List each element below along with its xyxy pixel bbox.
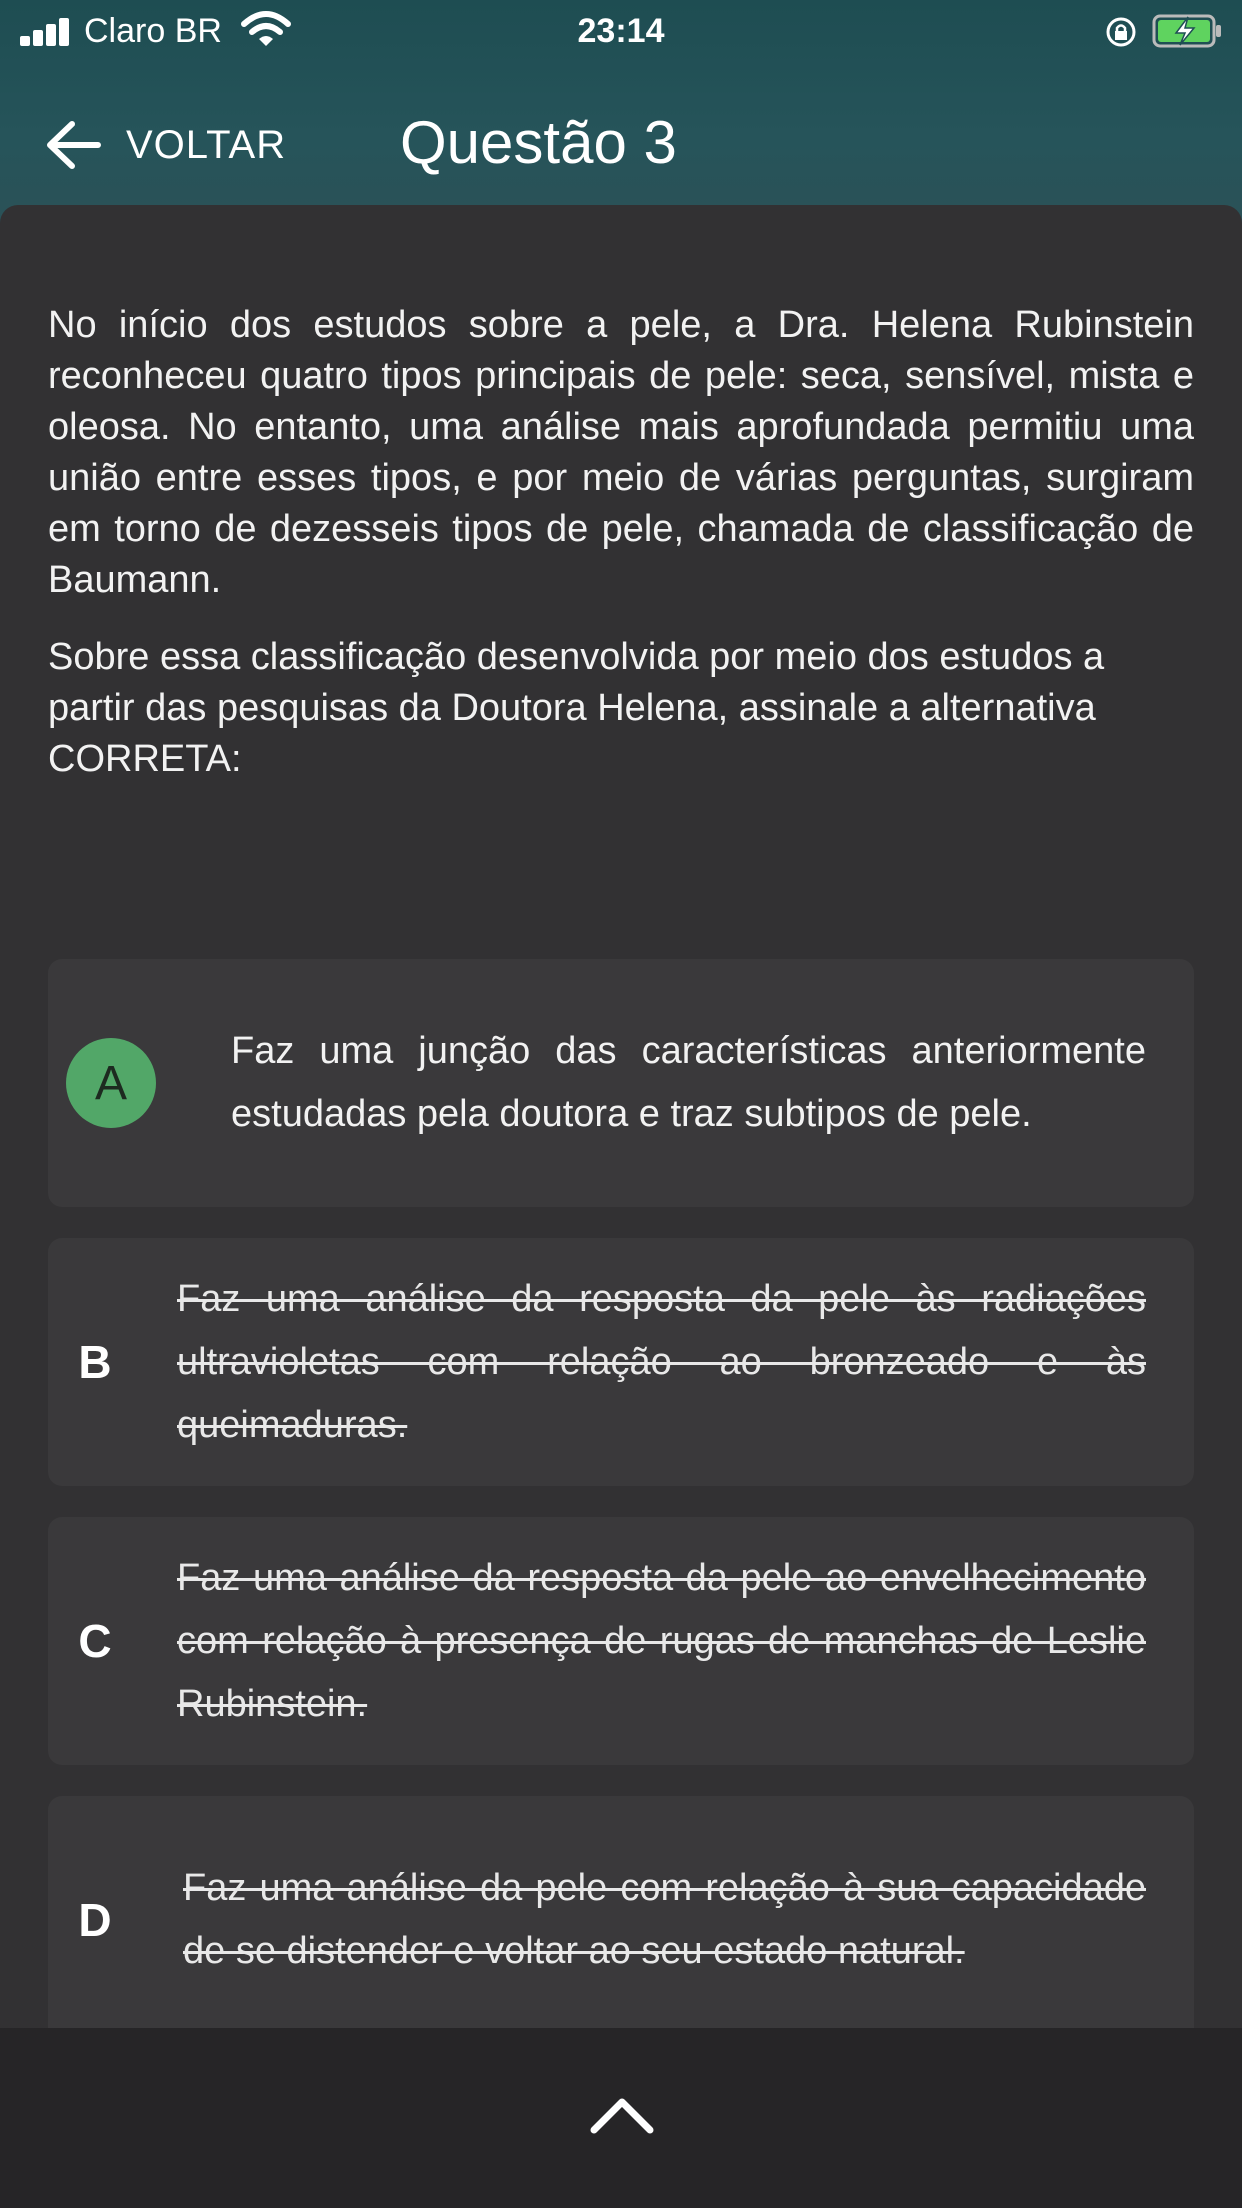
app-header [0, 0, 1242, 230]
status-time: 23:14 [577, 12, 665, 50]
carrier-name: Claro BR [84, 12, 222, 50]
question-paragraph: No início dos estudos sobre a pele, a Dra. Helena Rubinstein reconheceu quatro tipos principais de pele: seca, sensível, mista e oleosa. No entanto, uma análise mais aprofundada permitiu uma união entre esses tipos, e por meio de várias perguntas, surgiram em torno de dezesseis tipos de pele, chamada de classificação de Baumann. [48, 304, 1194, 601]
option-letter: B [78, 1336, 112, 1388]
rotation-lock-icon [1105, 16, 1137, 48]
question-panel [0, 205, 1242, 2025]
option-letter: D [78, 1894, 112, 1946]
option-text: Faz uma análise da pele com relação à sua capacidade de se distender e voltar ao seu estado natural. [183, 1867, 1146, 1972]
bottom-bar [0, 2028, 1242, 2208]
question-paragraph: Sobre essa classificação desenvolvida por meio dos estudos a partir das pesquisas da Doutora Helena, assinale a alternativa CORRETA: [48, 636, 1105, 780]
battery-charging-icon [1152, 14, 1224, 48]
arrow-left-icon [44, 118, 102, 172]
option-letter: C [78, 1615, 112, 1667]
nav-bar [0, 100, 1242, 190]
option-c[interactable] [48, 1517, 1194, 1765]
status-bar [0, 0, 1242, 62]
back-label: VOLTAR [126, 122, 287, 167]
option-letter-selected: A [66, 1038, 156, 1128]
chevron-up-icon[interactable] [590, 2094, 654, 2134]
option-text: Faz uma análise da resposta da pele às radiações ultravioletas com relação ao bronzeado e às queimaduras. [177, 1277, 1146, 1446]
option-a[interactable] [48, 959, 1194, 1207]
option-text: Faz uma análise da resposta da pele ao envelhecimento com relação à presença de rugas de manchas de Leslie Rubinstein. [177, 1556, 1146, 1725]
page-title: Questão 3 [400, 109, 677, 176]
back-button[interactable] [44, 114, 286, 176]
option-b[interactable] [48, 1238, 1194, 1486]
option-text: Faz uma junção das características anteriormente estudadas pela doutora e traz subtipos de pele. [231, 1030, 1146, 1135]
question-statement [48, 300, 1194, 811]
option-d[interactable] [48, 1796, 1194, 2044]
